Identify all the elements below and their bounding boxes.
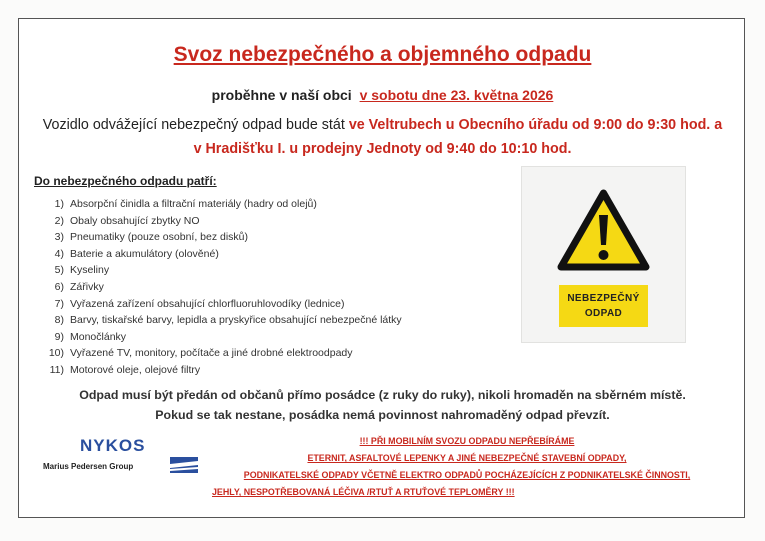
list-item: 9) Monočlánky [54, 330, 127, 343]
hazard-sign-label [559, 285, 648, 327]
list-item: 8) Barvy, tiskařské barvy, lepidla a pryskyřice obsahující nebezpečné látky [54, 314, 402, 327]
hazardous-waste-list [34, 196, 474, 379]
not-accepted-warning-1: !!! PŘI MOBILNÍM SVOZU ODPADU NEPŘEBÍRÁME [359, 436, 575, 446]
list-item: 4) Baterie a akumulátory (olověné) [54, 247, 219, 260]
list-item: 5) Kyseliny [54, 264, 110, 277]
nykos-logo: NYKOS [80, 436, 146, 455]
vehicle-stop-line-1 [0, 117, 765, 133]
list-item: 11) Motorové oleje, olejové filtry [49, 363, 201, 376]
not-accepted-warning-3: PODNIKATELSKÉ ODPADY VČETNĚ ELEKTRO ODPADŮ POCHÁZEJÍCÍCH Z PODNIKATELSKÉ ČINNOSTI, [243, 470, 691, 480]
list-item: 6) Zářivky [54, 280, 104, 293]
list-item: 1) Absorpční činidla a filtrační materiály (hadry od olejů) [54, 198, 317, 210]
handover-notice: Odpad musí být předán od občanů přímo posádce (z ruky do ruky), nikoli hromaděn na sběrném místě. [79, 388, 686, 402]
hazard-sign-line-2: ODPAD [584, 308, 623, 319]
flag-logo-icon [170, 457, 198, 473]
warning-triangle-icon [557, 189, 650, 271]
event-date: v sobotu dne 23. května 2026 [359, 87, 554, 103]
event-date-line [0, 87, 765, 103]
list-item: 3) Pneumatiky (pouze osobní, bez disků) [54, 231, 249, 244]
not-accepted-warning-4: JEHLY, NESPOTŘEBOVANÁ LÉČIVA /RTUŤ A RTUŤOVÉ TEPLOMĚRY !!! [212, 487, 515, 497]
vehicle-stop-line-2 [0, 141, 765, 157]
list-item: 10) Vyřazené TV, monitory, počítače a jiné drobné elektroodpady [48, 347, 353, 360]
list-item: 2) Obaly obsahující zbytky NO [54, 214, 200, 227]
vehicle-place-2: v Hradišťku I. u prodejny Jednoty od 9:40 do 10:10 hod. [193, 141, 572, 157]
list-heading: Do nebezpečného odpadu patří: [34, 174, 217, 188]
list-item: 7) Vyřazená zařízení obsahující chlorfluoruhlovodíky (lednice) [54, 297, 345, 310]
page-title: Svoz nebezpečného a objemného odpadu [173, 43, 592, 66]
handover-notice-2: Pokud se tak nestane, posádka nemá povinnost nahromaděný odpad převzít. [155, 408, 610, 422]
hazard-sign-line-1: NEBEZPEČNÝ [567, 293, 640, 304]
not-accepted-warning-2: ETERNIT, ASFALTOVÉ LEPENKY A JINÉ NEBEZPEČNÉ STAVEBNÍ ODPADY, [307, 453, 627, 463]
hazard-sign [521, 166, 686, 343]
vehicle-lead: Vozidlo odvážející nebezpečný odpad bude stát [42, 117, 345, 133]
vehicle-place-1: ve Veltrubech u Obecního úřadu od 9:00 do 9:30 hod. a [348, 117, 723, 133]
group-name: Marius Pedersen Group [43, 462, 134, 471]
event-date-lead: proběhne v naší obci [211, 87, 352, 103]
